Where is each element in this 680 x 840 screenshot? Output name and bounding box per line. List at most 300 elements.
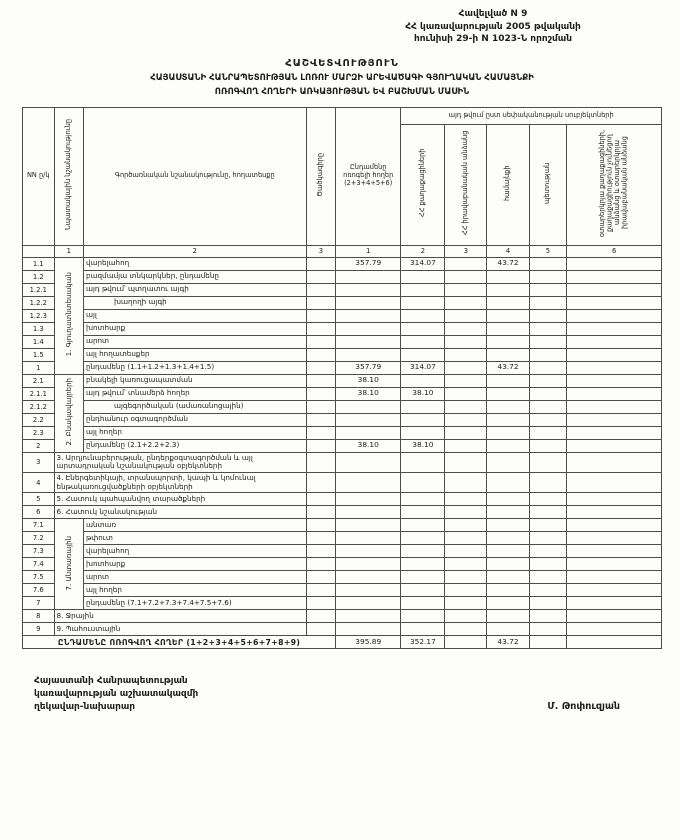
value-cell bbox=[401, 473, 445, 493]
col-header-total: Ընդամենը ոռոգելի հողեր (2+3+4+5+6) bbox=[336, 107, 401, 245]
col-header-code bbox=[306, 107, 335, 245]
value-cell bbox=[567, 296, 662, 309]
value-cell: 314.07 bbox=[401, 257, 445, 270]
row-number: 5 bbox=[23, 493, 55, 506]
row-number: 7.1 bbox=[23, 519, 55, 532]
code-cell bbox=[306, 296, 335, 309]
row-number: 2.1.1 bbox=[23, 387, 55, 400]
value-cell bbox=[336, 426, 401, 439]
value-cell bbox=[445, 558, 487, 571]
value-cell bbox=[336, 506, 401, 519]
row-label: խոտհարք bbox=[83, 558, 306, 571]
value-cell bbox=[401, 623, 445, 636]
value-cell bbox=[445, 296, 487, 309]
table-row bbox=[23, 473, 662, 493]
col-header-citizens-text: ՀՀ քաղաքացիների bbox=[418, 149, 427, 218]
col-header-foreign bbox=[567, 124, 662, 245]
row-label: այլ հողատեսքեր bbox=[83, 348, 306, 361]
row-number: 1.1 bbox=[23, 257, 55, 270]
value-cell bbox=[445, 519, 487, 532]
value-cell bbox=[336, 473, 401, 493]
value-cell bbox=[487, 335, 529, 348]
value-cell bbox=[401, 558, 445, 571]
value-cell bbox=[401, 426, 445, 439]
value-cell: 352.17 bbox=[401, 636, 445, 649]
row-number: 7.5 bbox=[23, 571, 55, 584]
section-label-text: 7. Անտառային bbox=[64, 535, 73, 591]
table-row bbox=[23, 283, 662, 296]
table-row bbox=[23, 610, 662, 623]
grand-total-row bbox=[23, 636, 662, 649]
value-cell bbox=[567, 506, 662, 519]
value-cell bbox=[529, 309, 567, 322]
footer-line: ղեկավար-նախարար bbox=[34, 701, 136, 712]
row-number: 1.5 bbox=[23, 348, 55, 361]
value-cell bbox=[445, 506, 487, 519]
value-cell bbox=[336, 493, 401, 506]
value-cell bbox=[487, 473, 529, 493]
col-header-functional: Գործառնական նշանակությունը, հողատեսքը bbox=[83, 107, 306, 245]
row-label: ընդամենը (7.1+7.2+7.3+7.4+7.5+7.6) bbox=[83, 597, 306, 610]
value-cell bbox=[567, 309, 662, 322]
value-cell bbox=[567, 452, 662, 472]
appendix-line: Հավելված N 9 bbox=[458, 9, 528, 19]
code-cell bbox=[306, 361, 335, 374]
value-cell bbox=[487, 413, 529, 426]
value-cell bbox=[567, 361, 662, 374]
row-number: 2.1 bbox=[23, 374, 55, 387]
value-cell bbox=[445, 361, 487, 374]
row-number: 3 bbox=[23, 452, 55, 472]
appendix-block bbox=[358, 8, 628, 46]
col-header-legal-entities-text: ՀՀ իրավաբանական անձանց bbox=[461, 131, 470, 236]
value-cell bbox=[567, 571, 662, 584]
value-cell bbox=[487, 322, 529, 335]
column-numbering-row bbox=[23, 245, 662, 257]
row-label: 5. Հատուկ պահպանվող տարածքների bbox=[54, 493, 306, 506]
value-cell bbox=[401, 532, 445, 545]
value-cell: 38.10 bbox=[401, 439, 445, 452]
value-cell bbox=[567, 439, 662, 452]
value-cell bbox=[336, 322, 401, 335]
value-cell bbox=[336, 335, 401, 348]
value-cell bbox=[336, 309, 401, 322]
appendix-line: հունիսի 29-ի N 1023-Ն որոշման bbox=[413, 34, 573, 45]
row-label: այլ հողեր bbox=[83, 426, 306, 439]
value-cell bbox=[401, 309, 445, 322]
value-cell bbox=[445, 335, 487, 348]
value-cell bbox=[445, 413, 487, 426]
value-cell bbox=[401, 610, 445, 623]
value-cell bbox=[401, 283, 445, 296]
code-cell bbox=[306, 413, 335, 426]
row-label: բնակելի կառուցապատման bbox=[83, 374, 306, 387]
row-label: այլ հողեր bbox=[83, 584, 306, 597]
value-cell bbox=[529, 283, 567, 296]
value-cell bbox=[567, 493, 662, 506]
value-cell bbox=[445, 322, 487, 335]
document-subtitle-1: ՀԱՅԱՍՏԱՆԻ ՀԱՆՐԱՊԵՏՈՒԹՅԱՆ ԼՈՌՈՒ ՄԱՐԶԻ ԱՐԵՎԱԾԱԳԻ ԳՅՈՒՂԱԿԱՆ ՀԱՄԱՅՆՔԻ bbox=[150, 72, 534, 83]
footer-office-block bbox=[34, 675, 198, 713]
value-cell bbox=[487, 374, 529, 387]
col-header-community-text: համայնքի bbox=[503, 165, 512, 202]
row-number: 1.2.1 bbox=[23, 283, 55, 296]
value-cell bbox=[445, 452, 487, 472]
code-cell bbox=[306, 506, 335, 519]
value-cell bbox=[487, 610, 529, 623]
footer bbox=[34, 675, 650, 713]
value-cell bbox=[529, 623, 567, 636]
row-label: 6. Հատուկ նշանակության bbox=[54, 506, 306, 519]
value-cell bbox=[567, 623, 662, 636]
row-number: 7 bbox=[23, 597, 55, 610]
value-cell bbox=[529, 387, 567, 400]
value-cell bbox=[487, 506, 529, 519]
value-cell bbox=[336, 348, 401, 361]
value-cell bbox=[487, 623, 529, 636]
code-cell bbox=[306, 545, 335, 558]
value-cell bbox=[487, 532, 529, 545]
value-cell bbox=[336, 519, 401, 532]
value-cell bbox=[567, 270, 662, 283]
value-cell bbox=[567, 413, 662, 426]
code-cell bbox=[306, 519, 335, 532]
code-cell bbox=[306, 558, 335, 571]
value-cell bbox=[445, 439, 487, 452]
row-label: անտառ bbox=[83, 519, 306, 532]
section-label bbox=[54, 374, 83, 452]
value-cell bbox=[445, 283, 487, 296]
value-cell: 43.72 bbox=[487, 257, 529, 270]
col-number: 6 bbox=[567, 245, 662, 257]
table-row bbox=[23, 296, 662, 309]
code-cell bbox=[306, 270, 335, 283]
appendix-line: ՀՀ կառավարության 2005 թվականի bbox=[405, 21, 581, 32]
code-cell bbox=[306, 400, 335, 413]
value-cell bbox=[336, 584, 401, 597]
col-header-purpose bbox=[54, 107, 83, 245]
row-number: 1.2.2 bbox=[23, 296, 55, 309]
value-cell bbox=[487, 283, 529, 296]
code-cell bbox=[306, 257, 335, 270]
row-label: այդ թվում՝ տնամերձ հողեր bbox=[83, 387, 306, 400]
value-cell bbox=[445, 270, 487, 283]
value-cell bbox=[529, 270, 567, 283]
col-group-header: այդ թվում ըստ սեփականության սուբյեկտների bbox=[401, 107, 662, 124]
value-cell bbox=[487, 493, 529, 506]
table-row bbox=[23, 532, 662, 545]
col-header-foreign-text: օտարերկրյա քաղաքացիների, քաղաքացիություն չունեցող անձանց և օտարերկրյա իրավաբանական անձանց bbox=[598, 129, 629, 237]
value-cell bbox=[401, 506, 445, 519]
table-row bbox=[23, 270, 662, 283]
value-cell bbox=[529, 335, 567, 348]
footer-line: Հայաստանի Հանրապետության bbox=[34, 676, 188, 687]
value-cell bbox=[567, 519, 662, 532]
row-number: 8 bbox=[23, 610, 55, 623]
value-cell bbox=[487, 597, 529, 610]
row-label: խաղողի այգի bbox=[83, 296, 306, 309]
value-cell bbox=[445, 623, 487, 636]
col-number bbox=[23, 245, 55, 257]
code-cell bbox=[306, 283, 335, 296]
code-cell bbox=[306, 623, 335, 636]
section-label bbox=[54, 519, 83, 610]
row-number: 2 bbox=[23, 439, 55, 452]
value-cell bbox=[529, 426, 567, 439]
code-cell bbox=[306, 309, 335, 322]
table-row bbox=[23, 257, 662, 270]
row-label: արոտ bbox=[83, 335, 306, 348]
value-cell bbox=[567, 426, 662, 439]
value-cell bbox=[445, 400, 487, 413]
value-cell bbox=[487, 270, 529, 283]
value-cell bbox=[529, 322, 567, 335]
value-cell bbox=[401, 348, 445, 361]
value-cell: 395.89 bbox=[336, 636, 401, 649]
code-cell bbox=[306, 584, 335, 597]
value-cell bbox=[401, 296, 445, 309]
col-number: 5 bbox=[529, 245, 567, 257]
row-number: 7.2 bbox=[23, 532, 55, 545]
value-cell bbox=[445, 597, 487, 610]
row-label: վարելահող bbox=[83, 545, 306, 558]
section-total-row bbox=[23, 439, 662, 452]
code-cell bbox=[306, 597, 335, 610]
table-row bbox=[23, 452, 662, 472]
value-cell bbox=[487, 426, 529, 439]
table-row bbox=[23, 493, 662, 506]
document-title: ՀԱՇՎԵՏՎՈՒԹՅՈՒՆ bbox=[285, 57, 399, 69]
value-cell bbox=[567, 558, 662, 571]
col-number: 3 bbox=[306, 245, 335, 257]
section-label-text: 2. Բնակավայրերի bbox=[64, 378, 73, 446]
value-cell bbox=[336, 413, 401, 426]
value-cell bbox=[529, 506, 567, 519]
value-cell bbox=[336, 270, 401, 283]
value-cell bbox=[445, 426, 487, 439]
value-cell bbox=[445, 348, 487, 361]
value-cell: 357.79 bbox=[336, 257, 401, 270]
value-cell bbox=[529, 636, 567, 649]
code-cell bbox=[306, 452, 335, 472]
row-number: 7.3 bbox=[23, 545, 55, 558]
row-label: 8. Ջրային bbox=[54, 610, 306, 623]
row-number: 1.2 bbox=[23, 270, 55, 283]
value-cell bbox=[401, 571, 445, 584]
value-cell bbox=[567, 400, 662, 413]
value-cell: 38.10 bbox=[336, 387, 401, 400]
value-cell bbox=[529, 348, 567, 361]
table-row bbox=[23, 558, 662, 571]
row-label: ընդամենը (2.1+2.2+2.3) bbox=[83, 439, 306, 452]
code-cell bbox=[306, 348, 335, 361]
row-number: 6 bbox=[23, 506, 55, 519]
section-label bbox=[54, 257, 83, 374]
value-cell bbox=[567, 636, 662, 649]
value-cell bbox=[336, 610, 401, 623]
value-cell bbox=[445, 571, 487, 584]
table-row bbox=[23, 335, 662, 348]
row-label: 4. Էներգետիկայի, տրանսպորտի, կապի և կոմունալ ենթակառուցվածքների օբյեկտների bbox=[54, 473, 306, 493]
value-cell bbox=[529, 597, 567, 610]
table-row bbox=[23, 623, 662, 636]
code-cell bbox=[306, 571, 335, 584]
table-row bbox=[23, 584, 662, 597]
value-cell bbox=[567, 257, 662, 270]
value-cell bbox=[567, 322, 662, 335]
value-cell bbox=[336, 452, 401, 472]
table-row bbox=[23, 506, 662, 519]
value-cell bbox=[567, 387, 662, 400]
table-row bbox=[23, 322, 662, 335]
value-cell bbox=[336, 623, 401, 636]
value-cell bbox=[487, 558, 529, 571]
col-header-state-text: պետության bbox=[543, 162, 552, 204]
value-cell bbox=[567, 597, 662, 610]
value-cell: 38.10 bbox=[401, 387, 445, 400]
code-cell bbox=[306, 387, 335, 400]
code-cell bbox=[306, 532, 335, 545]
value-cell bbox=[529, 374, 567, 387]
table-row bbox=[23, 400, 662, 413]
value-cell bbox=[445, 473, 487, 493]
value-cell: 43.72 bbox=[487, 636, 529, 649]
section-total-row bbox=[23, 361, 662, 374]
col-header-purpose-text: Նպատակային նշանակությունը bbox=[63, 119, 72, 231]
value-cell bbox=[401, 493, 445, 506]
row-label: ընդհանուր օգտագործման bbox=[83, 413, 306, 426]
code-cell bbox=[306, 335, 335, 348]
footer-line: կառավարության աշխատակազմի bbox=[34, 688, 199, 699]
value-cell bbox=[445, 532, 487, 545]
value-cell bbox=[529, 610, 567, 623]
value-cell bbox=[529, 493, 567, 506]
row-number: 1.2.3 bbox=[23, 309, 55, 322]
value-cell bbox=[567, 283, 662, 296]
row-label: թփուտ bbox=[83, 532, 306, 545]
table-row bbox=[23, 519, 662, 532]
value-cell bbox=[567, 348, 662, 361]
grand-total-label: ԸՆԴԱՄԵՆԸ ՈՌՈԳՎՈՂ ՀՈՂԵՐ (1+2+3+4+5+6+7+8+9) bbox=[23, 636, 336, 649]
row-label: 3. Արդյունաբերության, ընդերքօգտագործման և այլ արտադրական նշանակության օբյեկտների bbox=[54, 452, 306, 472]
value-cell bbox=[529, 584, 567, 597]
value-cell bbox=[567, 584, 662, 597]
code-cell bbox=[306, 473, 335, 493]
value-cell bbox=[487, 400, 529, 413]
value-cell bbox=[567, 374, 662, 387]
value-cell bbox=[529, 296, 567, 309]
code-cell bbox=[306, 439, 335, 452]
value-cell bbox=[529, 257, 567, 270]
section-total-row bbox=[23, 597, 662, 610]
value-cell bbox=[401, 452, 445, 472]
table-row bbox=[23, 348, 662, 361]
col-number: 4 bbox=[487, 245, 529, 257]
value-cell bbox=[487, 348, 529, 361]
col-number: 2 bbox=[401, 245, 445, 257]
value-cell bbox=[401, 413, 445, 426]
row-number: 1.4 bbox=[23, 335, 55, 348]
row-label: ընդամենը (1.1+1.2+1.3+1.4+1.5) bbox=[83, 361, 306, 374]
value-cell bbox=[401, 584, 445, 597]
table-row bbox=[23, 374, 662, 387]
value-cell bbox=[529, 532, 567, 545]
value-cell bbox=[567, 545, 662, 558]
row-label: խոտհարք bbox=[83, 322, 306, 335]
value-cell bbox=[487, 296, 529, 309]
row-label: այդ թվում՝ պտղատու այգի bbox=[83, 283, 306, 296]
col-number: 1 bbox=[54, 245, 83, 257]
code-cell bbox=[306, 493, 335, 506]
value-cell bbox=[445, 493, 487, 506]
row-label: 9. Պահուստային bbox=[54, 623, 306, 636]
row-number: 2.3 bbox=[23, 426, 55, 439]
value-cell bbox=[487, 519, 529, 532]
value-cell: 38.10 bbox=[336, 439, 401, 452]
col-number: 1 bbox=[336, 245, 401, 257]
table-row bbox=[23, 387, 662, 400]
row-label: արոտ bbox=[83, 571, 306, 584]
value-cell bbox=[529, 400, 567, 413]
value-cell bbox=[401, 270, 445, 283]
col-number: 2 bbox=[83, 245, 306, 257]
value-cell bbox=[401, 597, 445, 610]
value-cell bbox=[529, 452, 567, 472]
value-cell bbox=[401, 374, 445, 387]
row-label: այգեգործական (ամառանոցային) bbox=[83, 400, 306, 413]
value-cell bbox=[529, 571, 567, 584]
document-subtitle-2: ՈՌՈԳՎՈՂ ՀՈՂԵՐԻ ԱՌԿԱՅՈՒԹՅԱՆ ԵՎ ԲԱՇԽՄԱՆ ՄԱՍԻՆ bbox=[214, 86, 470, 97]
row-number: 1.3 bbox=[23, 322, 55, 335]
value-cell bbox=[445, 309, 487, 322]
table-row bbox=[23, 545, 662, 558]
signature-name: Մ. Թոփուզյան bbox=[547, 700, 620, 712]
value-cell bbox=[445, 257, 487, 270]
row-number: 2.1.2 bbox=[23, 400, 55, 413]
value-cell bbox=[567, 335, 662, 348]
value-cell bbox=[445, 545, 487, 558]
value-cell bbox=[336, 545, 401, 558]
value-cell bbox=[487, 584, 529, 597]
value-cell bbox=[529, 473, 567, 493]
value-cell bbox=[336, 597, 401, 610]
row-label: բազմամյա տնկարկներ, ընդամենը bbox=[83, 270, 306, 283]
value-cell bbox=[336, 296, 401, 309]
row-number: 7.6 bbox=[23, 584, 55, 597]
table-row bbox=[23, 571, 662, 584]
value-cell bbox=[401, 519, 445, 532]
value-cell bbox=[401, 400, 445, 413]
value-cell bbox=[529, 558, 567, 571]
col-header-state bbox=[529, 124, 567, 245]
value-cell bbox=[445, 584, 487, 597]
table-row bbox=[23, 309, 662, 322]
table-row bbox=[23, 413, 662, 426]
report-table-body bbox=[23, 257, 662, 649]
value-cell bbox=[401, 322, 445, 335]
value-cell bbox=[336, 558, 401, 571]
row-number: 2.2 bbox=[23, 413, 55, 426]
col-header-nn: NN ը/կ bbox=[23, 107, 55, 245]
value-cell bbox=[336, 571, 401, 584]
row-label: վարելահող bbox=[83, 257, 306, 270]
value-cell bbox=[487, 309, 529, 322]
row-number: 1 bbox=[23, 361, 55, 374]
value-cell bbox=[487, 545, 529, 558]
row-number: 9 bbox=[23, 623, 55, 636]
row-number: 7.4 bbox=[23, 558, 55, 571]
value-cell bbox=[336, 532, 401, 545]
